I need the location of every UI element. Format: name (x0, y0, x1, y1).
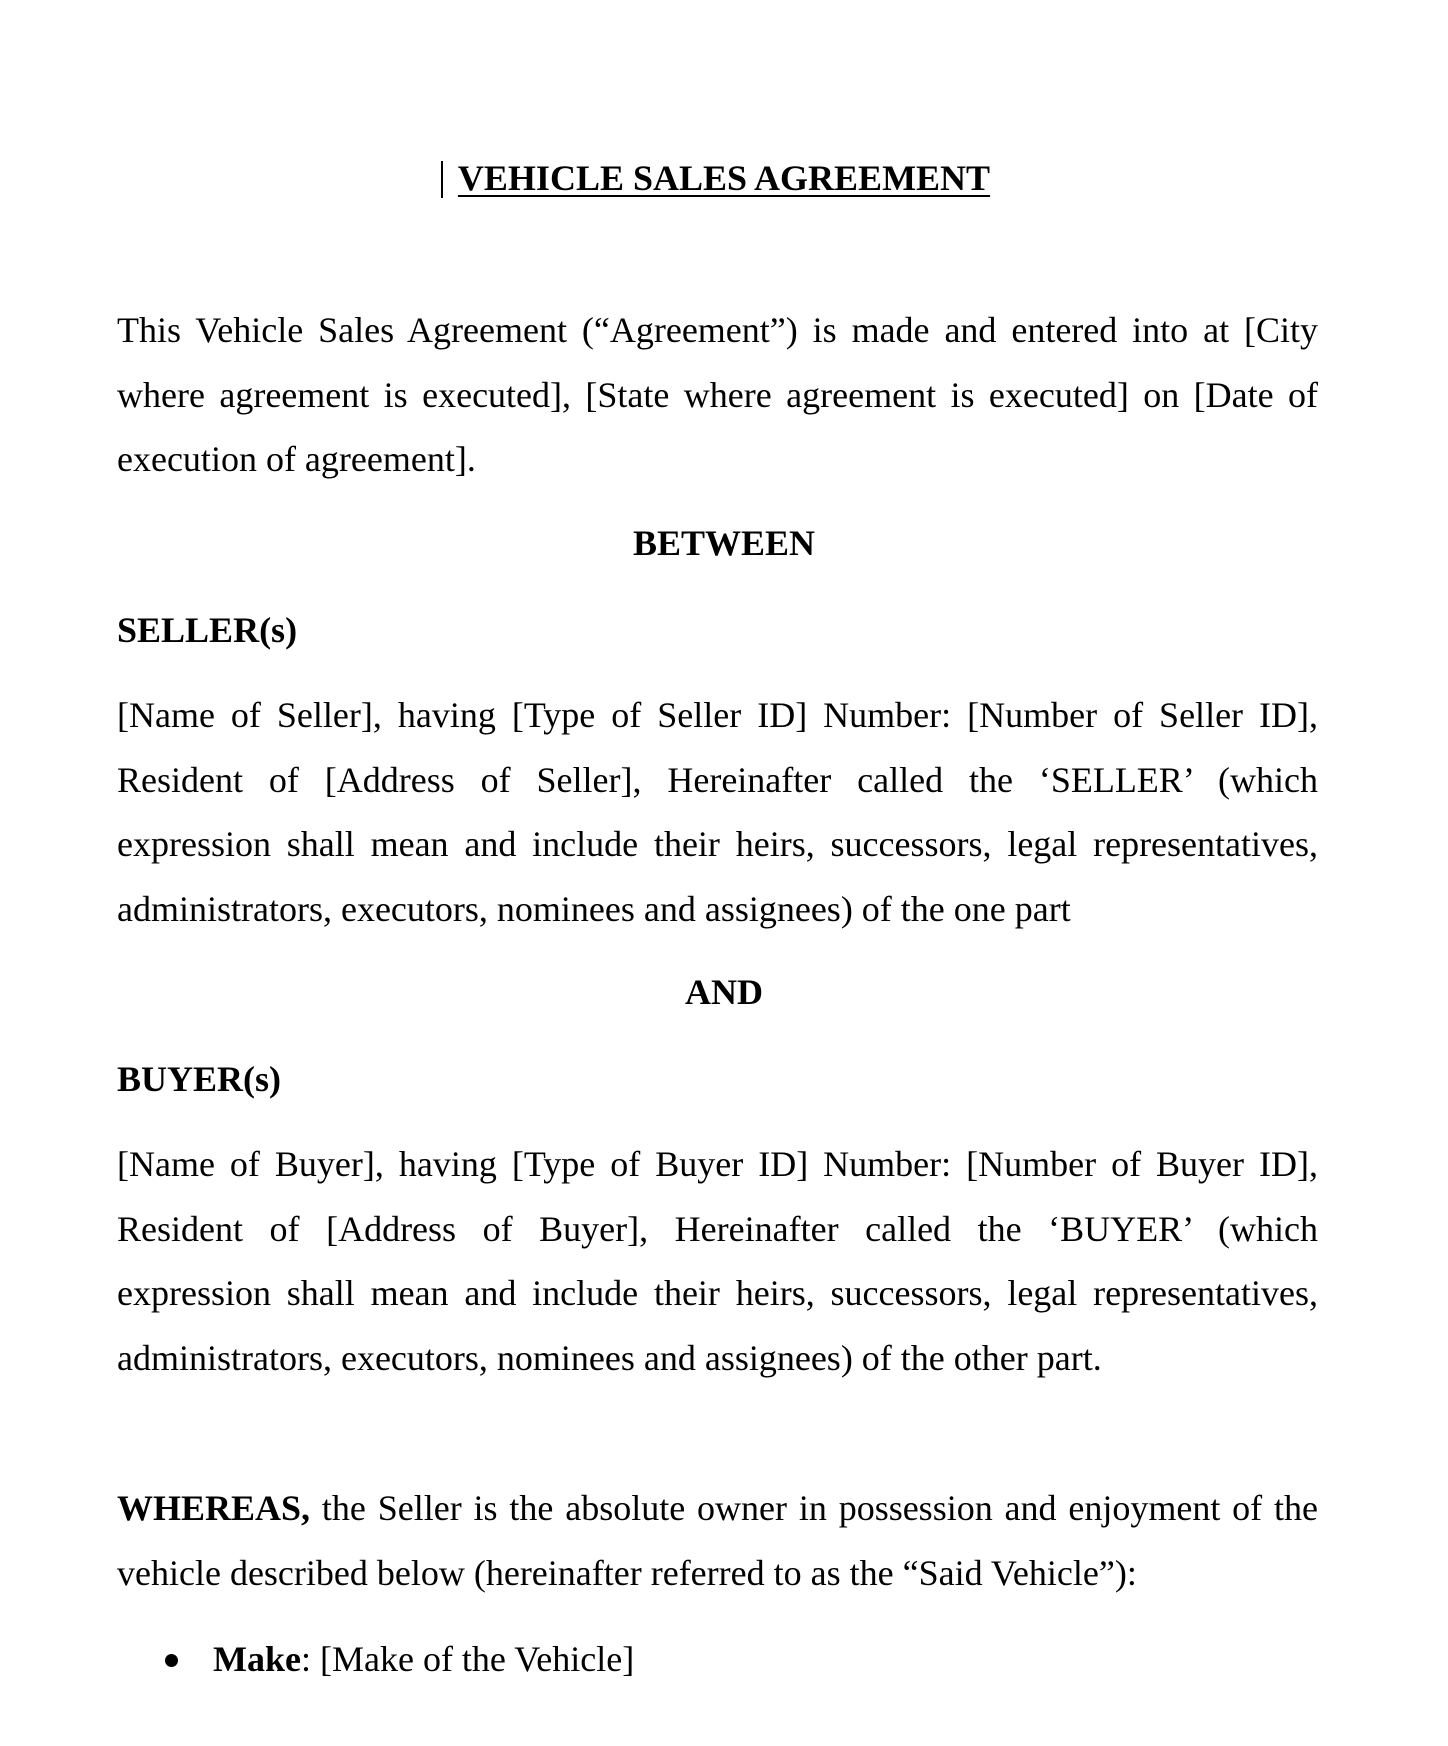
buyer-paragraph: [Name of Buyer], having [Type of Buyer ID] Number: [Number of Buyer ID], Resident of [Address of Buyer], Hereinafter called the ‘BUYER’ (which expression shall mean and include their heirs, successors, legal representatives, administrators, executors, nominees and assignees) of the other part. (117, 1144, 1318, 1378)
vehicle-detail-item (0, 1637, 1448, 1687)
whereas-text: the Seller is the absolute owner in possession and enjoyment of the vehicle described below (hereinafter referred to as the “Said Vehicle”): (117, 1488, 1318, 1593)
cut-off-text-fragment (330, 1733, 590, 1746)
between-heading: BETWEEN (632, 523, 816, 563)
whereas-paragraph (117, 1476, 1318, 1605)
document-title-text: VEHICLE SALES AGREEMENT (457, 158, 991, 198)
vehicle-detail-label: Make (213, 1639, 301, 1679)
seller-heading: SELLER(s) (117, 610, 298, 650)
intro-paragraph: This Vehicle Sales Agreement (“Agreement”) is made and entered into at [City where agreement is executed], [State where agreement is executed] on [Date of execution of agreement]. (117, 310, 1318, 479)
document-title (0, 156, 1448, 200)
vehicle-detail-text (213, 1637, 634, 1681)
bullet-icon (165, 1654, 178, 1667)
and-heading: AND (685, 972, 763, 1012)
seller-paragraph: [Name of Seller], having [Type of Seller ID] Number: [Number of Seller ID], Resident of [Address of Seller], Hereinafter called the ‘SELLER’ (which expression shall mean and include their heirs, successors, legal representatives, administrators, executors, nominees and assignees) of the one part (117, 695, 1318, 929)
buyer-heading: BUYER(s) (117, 1059, 282, 1099)
whereas-lead: WHEREAS, (117, 1488, 311, 1528)
vehicle-detail-value: : [Make of the Vehicle] (300, 1639, 635, 1679)
